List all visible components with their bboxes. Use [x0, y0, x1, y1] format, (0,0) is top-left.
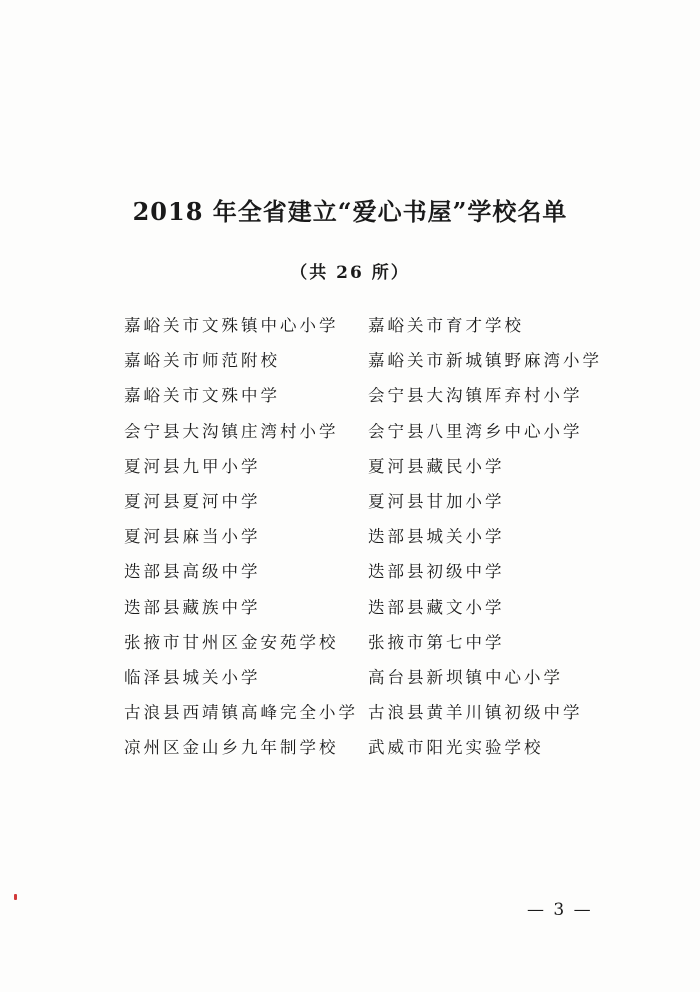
list-row — [124, 484, 624, 519]
school-name: 夏河县九甲小学 — [124, 456, 261, 476]
school-name: 迭部县藏文小学 — [368, 597, 505, 617]
school-name: 迭部县初级中学 — [368, 562, 505, 582]
list-row — [124, 414, 624, 449]
school-name: 会宁县八里湾乡中心小学 — [368, 421, 583, 441]
school-name: 迭部县藏族中学 — [124, 597, 261, 617]
list-row — [124, 343, 624, 378]
list-row — [124, 519, 624, 554]
school-name: 会宁县大沟镇厍弃村小学 — [368, 386, 583, 406]
page-subtitle: （共 26 所） — [290, 263, 410, 283]
school-name: 嘉峪关市文殊中学 — [124, 386, 280, 406]
school-name: 武威市阳光实验学校 — [368, 738, 544, 758]
page-title: 2018 年全省建立“爱心书屋”学校名单 — [132, 197, 568, 226]
list-row — [124, 625, 624, 660]
school-name: 夏河县甘加小学 — [368, 491, 505, 511]
list-row — [124, 378, 624, 413]
school-name: 夏河县麻当小学 — [124, 527, 261, 547]
school-name: 凉州区金山乡九年制学校 — [124, 738, 339, 758]
list-row — [124, 660, 624, 695]
school-name: 迭部县高级中学 — [124, 562, 261, 582]
school-name: 夏河县藏民小学 — [368, 456, 505, 476]
school-name: 古浪县西靖镇高峰完全小学 — [124, 703, 358, 723]
list-row — [124, 554, 624, 589]
school-name: 嘉峪关市师范附校 — [124, 351, 280, 371]
school-name: 嘉峪关市文殊镇中心小学 — [124, 316, 339, 335]
list-row — [124, 590, 624, 625]
scan-mark — [14, 894, 17, 900]
list-row — [124, 308, 624, 343]
school-name: 张掖市第七中学 — [368, 632, 505, 652]
school-list — [124, 308, 624, 765]
school-name: 夏河县夏河中学 — [124, 491, 261, 511]
list-row — [124, 449, 624, 484]
school-name: 嘉峪关市育才学校 — [368, 316, 524, 335]
list-row — [124, 730, 624, 765]
school-name: 迭部县城关小学 — [368, 527, 505, 547]
school-name: 嘉峪关市新城镇野麻湾小学 — [368, 351, 602, 371]
school-name: 临泽县城关小学 — [124, 667, 261, 687]
page-number: — 3 — — [527, 900, 593, 920]
school-name: 会宁县大沟镇庄湾村小学 — [124, 421, 339, 441]
school-name: 高台县新坝镇中心小学 — [368, 667, 563, 687]
list-row — [124, 695, 624, 730]
school-name: 古浪县黄羊川镇初级中学 — [368, 703, 583, 723]
school-name: 张掖市甘州区金安苑学校 — [124, 632, 339, 652]
